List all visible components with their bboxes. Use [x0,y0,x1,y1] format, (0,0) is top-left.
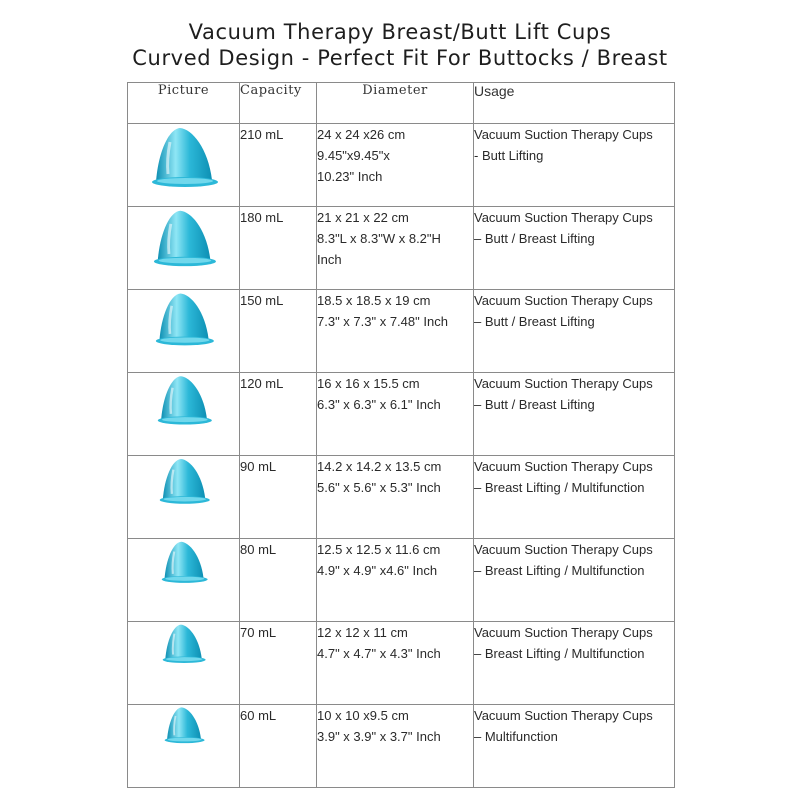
header-capacity: Capacity [240,83,317,124]
diameter-line: 10.23" Inch [317,169,383,184]
usage-line: – Butt / Breast Lifting [474,314,595,329]
capacity-cell: 80 mL [240,539,317,622]
diameter-cell [317,290,474,373]
picture-cell [128,124,240,207]
header-diameter: Diameter [317,83,474,124]
usage-line: – Breast Lifting / Multifunction [474,646,645,661]
vacuum-cup-icon [154,373,214,427]
vacuum-cup-icon [158,539,210,585]
diameter-line: 12 x 12 x 11 cm [317,625,408,640]
diameter-line: 5.6" x 5.6" x 5.3" Inch [317,480,441,495]
picture-cell [128,373,240,456]
usage-line: Vacuum Suction Therapy Cups [474,376,653,391]
vacuum-cup-icon [159,622,208,665]
diameter-line: 18.5 x 18.5 x 19 cm [317,293,431,308]
capacity-cell: 60 mL [240,705,317,788]
diameter-cell [317,124,474,207]
diameter-cell [317,456,474,539]
picture-cell [128,456,240,539]
table-row [128,622,675,705]
capacity-cell: 210 mL [240,124,317,207]
table-body [128,124,675,788]
vacuum-cup-icon [156,456,212,506]
diameter-line: 3.9" x 3.9" x 3.7" Inch [317,729,441,744]
diameter-cell [317,207,474,290]
vacuum-cup-icon [152,290,216,348]
usage-cell [474,705,675,788]
diameter-line: 16 x 16 x 15.5 cm [317,376,420,391]
header-usage: Usage [474,83,675,124]
usage-line: Vacuum Suction Therapy Cups [474,127,653,142]
usage-cell [474,207,675,290]
table-row [128,539,675,622]
diameter-line: 12.5 x 12.5 x 11.6 cm [317,542,441,557]
diameter-line: 6.3" x 6.3" x 6.1" Inch [317,397,441,412]
diameter-line: 14.2 x 14.2 x 13.5 cm [317,459,442,474]
diameter-line: 21 x 21 x 22 cm [317,210,409,225]
spec-table [127,82,675,788]
diameter-cell [317,539,474,622]
diameter-line: 4.9" x 4.9" x4.6" Inch [317,563,438,578]
header-picture: Picture [128,83,240,124]
diameter-line: 24 x 24 x26 cm [317,127,406,142]
usage-line: – Butt / Breast Lifting [474,397,595,412]
table-row [128,207,675,290]
capacity-cell: 120 mL [240,373,317,456]
usage-cell [474,622,675,705]
diameter-cell [317,622,474,705]
table-row [128,124,675,207]
diameter-line: 9.45"x9.45"x [317,148,390,163]
usage-cell [474,124,675,207]
diameter-line: Inch [317,252,342,267]
usage-line: – Breast Lifting / Multifunction [474,563,645,578]
usage-cell [474,373,675,456]
usage-line: Vacuum Suction Therapy Cups [474,708,653,723]
diameter-line: 4.7" x 4.7" x 4.3" Inch [317,646,441,661]
usage-line: Vacuum Suction Therapy Cups [474,542,653,557]
usage-line: – Butt / Breast Lifting [474,231,595,246]
diameter-line: 8.3"L x 8.3"W x 8.2"H [317,231,441,246]
table-row [128,290,675,373]
capacity-cell: 90 mL [240,456,317,539]
usage-line: Vacuum Suction Therapy Cups [474,625,653,640]
page-title-line-1: Vacuum Therapy Breast/Butt Lift Cups [188,20,612,44]
picture-cell [128,539,240,622]
usage-cell [474,456,675,539]
vacuum-cup-icon [150,207,218,269]
usage-line: Vacuum Suction Therapy Cups [474,459,653,474]
usage-line: – Multifunction [474,729,558,744]
diameter-line: 10 x 10 x9.5 cm [317,708,409,723]
usage-line: Vacuum Suction Therapy Cups [474,210,653,225]
picture-cell [128,622,240,705]
table-row [128,456,675,539]
diameter-cell [317,705,474,788]
diameter-line: 7.3" x 7.3" x 7.48" Inch [317,314,448,329]
vacuum-cup-icon [148,124,220,190]
capacity-cell: 70 mL [240,622,317,705]
picture-cell [128,705,240,788]
diameter-cell [317,373,474,456]
table-row [128,705,675,788]
picture-cell [128,207,240,290]
picture-cell [128,290,240,373]
usage-line: Vacuum Suction Therapy Cups [474,293,653,308]
page-title-line-2: Curved Design - Perfect Fit For Buttocks / Breast [132,46,668,70]
usage-cell [474,290,675,373]
usage-line: - Butt Lifting [474,148,544,163]
vacuum-cup-icon [161,705,207,745]
usage-cell [474,539,675,622]
table-header-row [128,83,675,124]
capacity-cell: 150 mL [240,290,317,373]
usage-line: – Breast Lifting / Multifunction [474,480,645,495]
capacity-cell: 180 mL [240,207,317,290]
table-row [128,373,675,456]
